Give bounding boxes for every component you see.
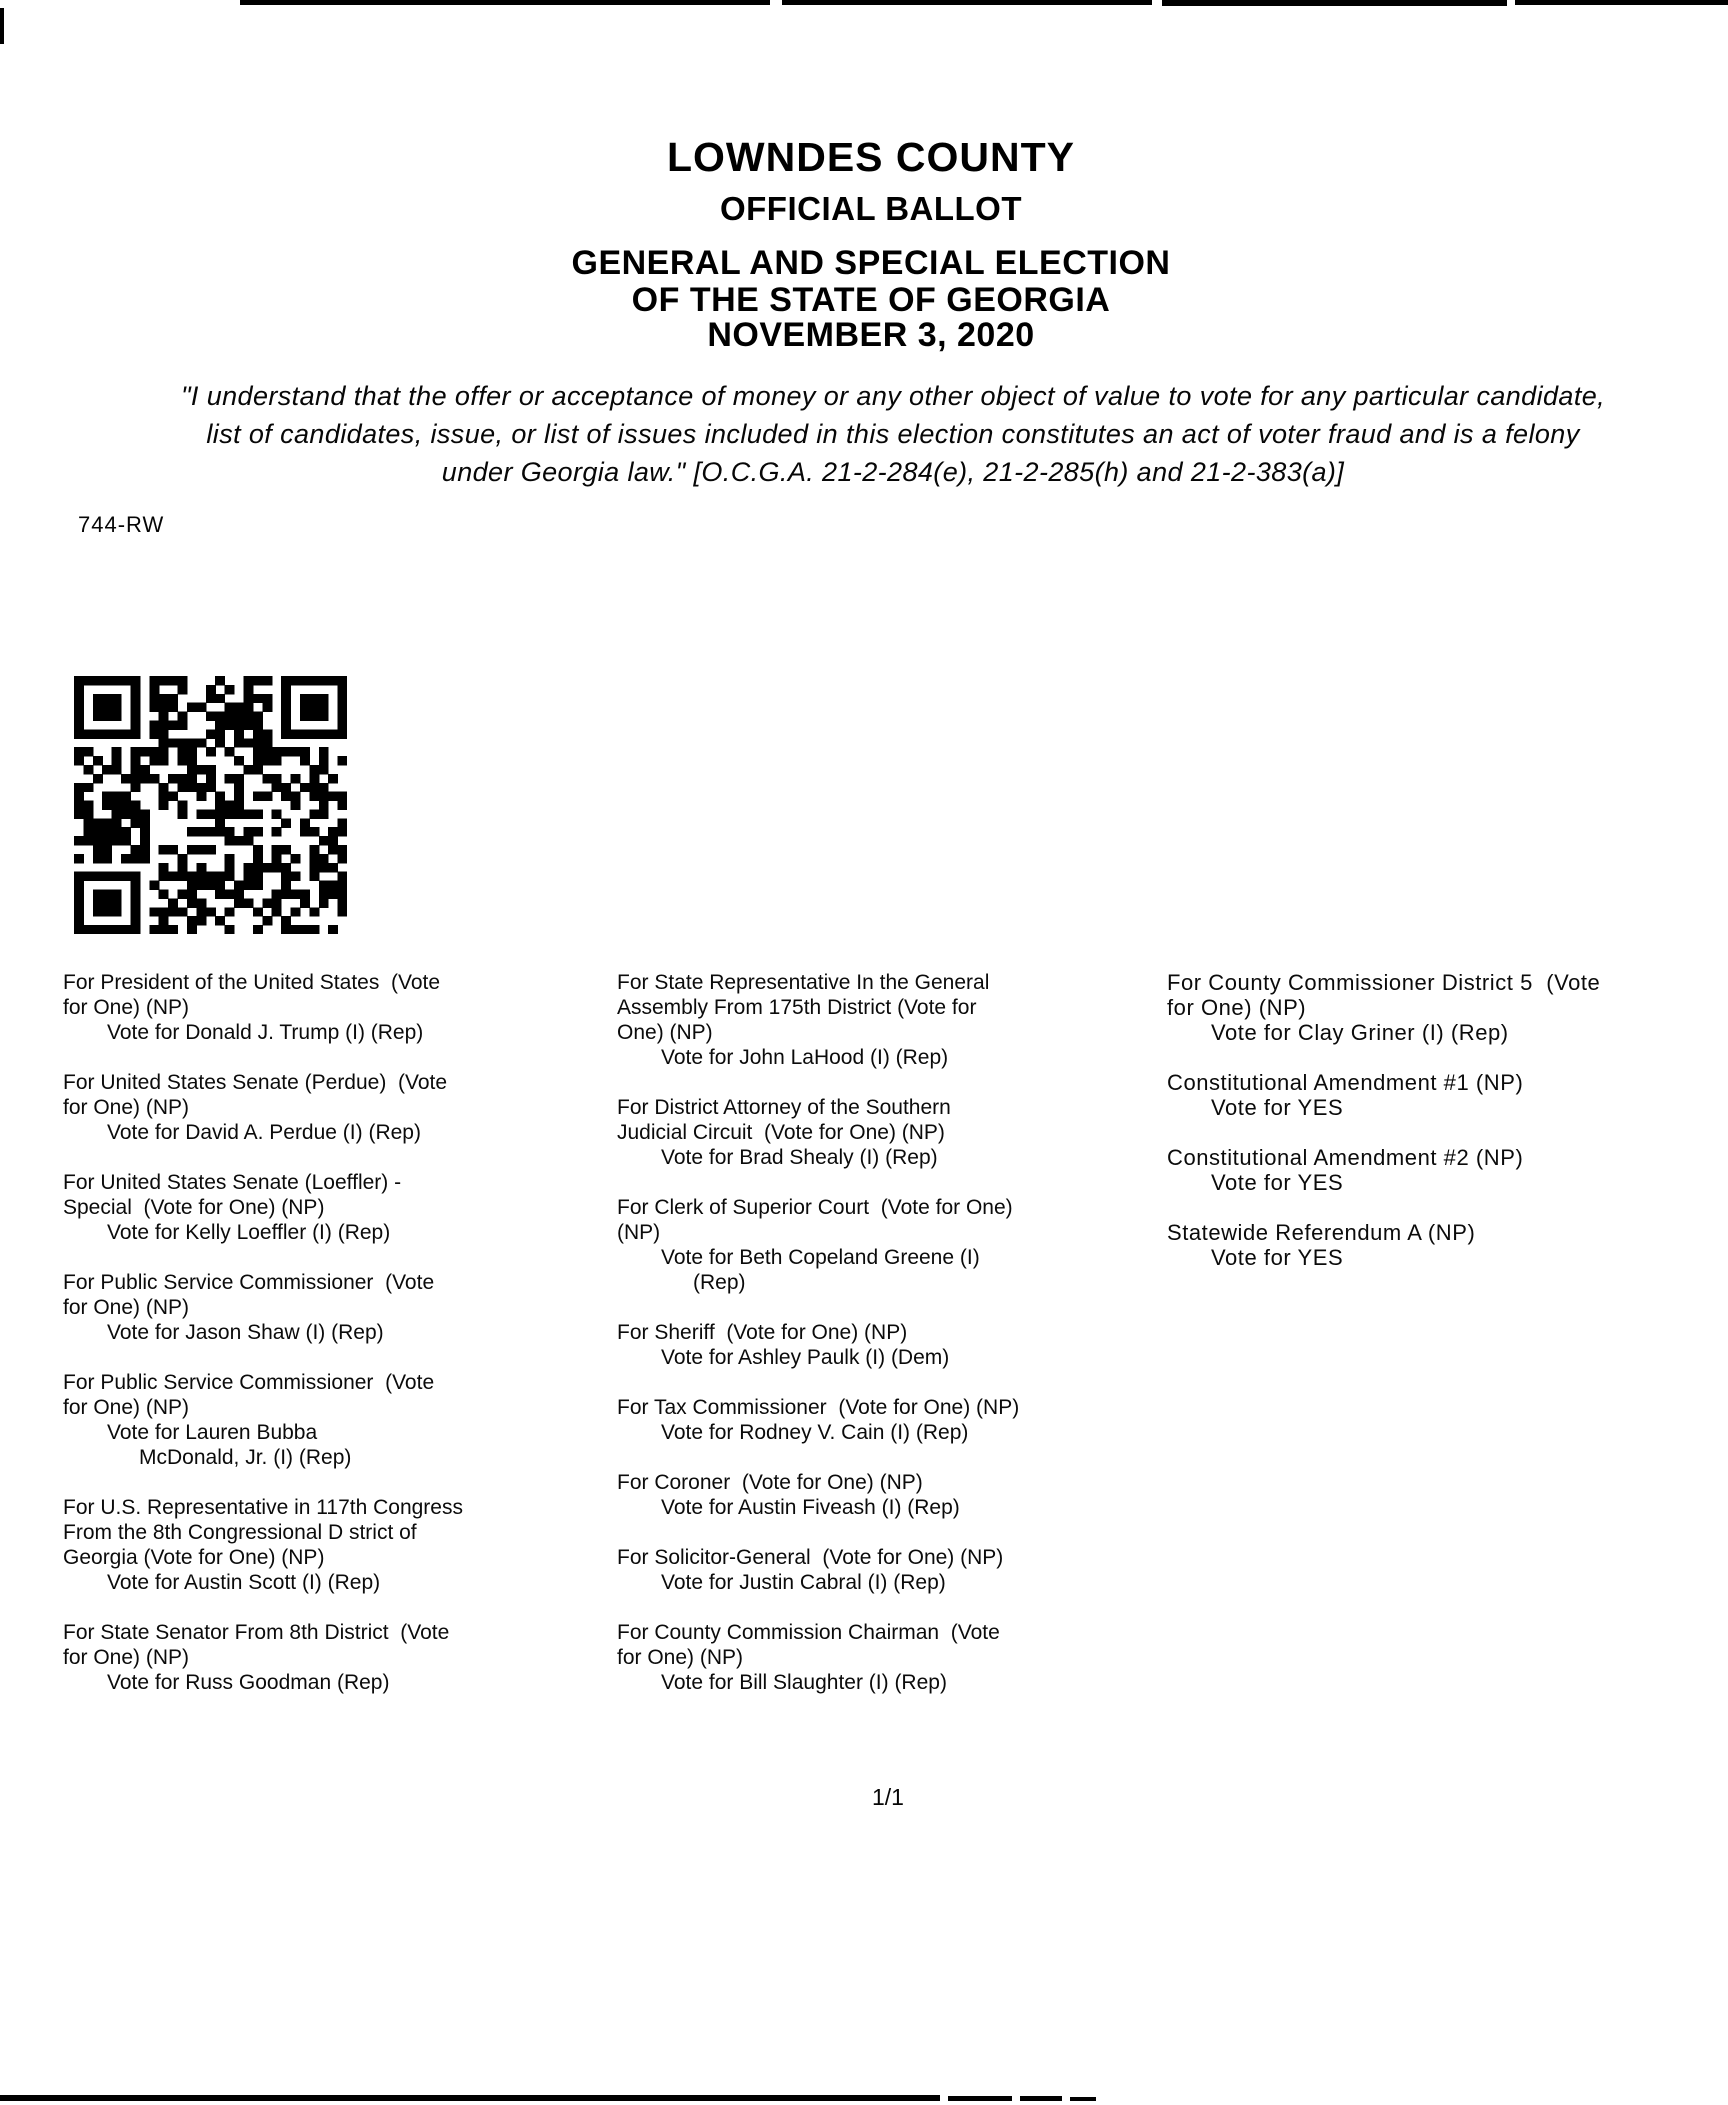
contest-heading-line: for One) (NP) <box>63 996 190 1019</box>
vote-selection-line: Vote for YES <box>1211 1245 1344 1270</box>
vote-selection-line: Vote for Beth Copeland Greene (I) <box>661 1246 980 1269</box>
contest-heading-line: Georgia (Vote for One) (NP) <box>63 1546 325 1569</box>
scan-mark-left <box>0 8 4 44</box>
vote-selection-line: Vote for Justin Cabral (I) (Rep) <box>661 1571 946 1594</box>
contest-section <box>617 1395 1019 1445</box>
contest-heading-line: for One) (NP) <box>63 1296 190 1319</box>
contest-column-3 <box>1167 970 1600 1295</box>
contest-heading-line: For County Commission Chairman (Vote <box>617 1621 1000 1644</box>
scan-mark-bottom <box>1020 2096 1062 2101</box>
contest-section <box>1167 1070 1600 1120</box>
election-title-line2: OF THE STATE OF GEORGIA <box>631 281 1111 319</box>
election-date: NOVEMBER 3, 2020 <box>707 316 1035 354</box>
contest-heading-line: Constitutional Amendment #2 (NP) <box>1167 1145 1524 1170</box>
contest-heading-line: For Coroner (Vote for One) (NP) <box>617 1471 923 1494</box>
vote-selection-line: Vote for Austin Fiveash (I) (Rep) <box>661 1496 960 1519</box>
vote-selection-line: Vote for John LaHood (I) (Rep) <box>661 1046 949 1069</box>
contest-section <box>1167 970 1600 1045</box>
contest-section <box>617 1470 1019 1520</box>
vote-selection-line: Vote for Brad Shealy (I) (Rep) <box>661 1146 938 1169</box>
vote-selection-line: Vote for Russ Goodman (Rep) <box>107 1671 390 1694</box>
ballot-style-code: 744-RW <box>78 512 165 537</box>
vote-selection-line: Vote for David A. Perdue (I) (Rep) <box>107 1121 421 1144</box>
contest-heading-line: for One) (NP) <box>63 1396 190 1419</box>
contest-heading-line: For United States Senate (Perdue) (Vote <box>63 1071 448 1094</box>
contest-heading-line: For United States Senate (Loeffler) - <box>63 1171 402 1194</box>
contest-heading-line: For Sheriff (Vote for One) (NP) <box>617 1321 908 1344</box>
contest-section <box>617 970 1019 1070</box>
contest-heading-line: Special (Vote for One) (NP) <box>63 1196 325 1219</box>
scan-mark-top <box>1515 0 1728 5</box>
contest-section <box>63 1170 463 1245</box>
contest-section <box>63 970 463 1045</box>
contest-section <box>617 1095 1019 1170</box>
contest-heading-line: For Clerk of Superior Court (Vote for One) <box>617 1196 1013 1219</box>
vote-selection-line: Vote for Rodney V. Cain (I) (Rep) <box>661 1421 969 1444</box>
contest-heading-line: (NP) <box>617 1221 661 1244</box>
contest-section <box>63 1495 463 1595</box>
qr-code <box>74 676 347 934</box>
contest-heading-line: For President of the United States (Vote <box>63 971 441 994</box>
contest-heading-line: Constitutional Amendment #1 (NP) <box>1167 1070 1524 1095</box>
contest-column-2 <box>617 970 1019 1720</box>
contest-section <box>617 1195 1019 1295</box>
contest-heading-line: Assembly From 175th District (Vote for <box>617 996 977 1019</box>
contest-section <box>63 1620 463 1695</box>
contest-heading-line: For Public Service Commissioner (Vote <box>63 1271 435 1294</box>
contest-section <box>63 1270 463 1345</box>
vote-selection-line: Vote for Kelly Loeffler (I) (Rep) <box>107 1221 391 1244</box>
contest-heading-line: For County Commissioner District 5 (Vote <box>1167 970 1601 995</box>
scan-mark-top <box>240 0 770 5</box>
contest-heading-line: For District Attorney of the Southern <box>617 1096 951 1119</box>
vote-selection-line: (Rep) <box>693 1271 746 1294</box>
fraud-disclaimer-line3: under Georgia law." [O.C.G.A. 21-2-284(e), 21-2-285(h) and 21-2-383(a)] <box>441 457 1345 487</box>
contest-heading-line: for One) (NP) <box>63 1096 190 1119</box>
vote-selection-line: Vote for Clay Griner (I) (Rep) <box>1211 1020 1509 1045</box>
contest-heading-line: For State Representative In the General <box>617 971 990 994</box>
contest-section <box>617 1620 1019 1695</box>
contest-section <box>617 1545 1019 1595</box>
contest-heading-line: For Solicitor-General (Vote for One) (NP) <box>617 1546 1004 1569</box>
contest-heading-line: Statewide Referendum A (NP) <box>1167 1220 1476 1245</box>
vote-selection-line: Vote for Ashley Paulk (I) (Dem) <box>661 1346 950 1369</box>
vote-selection-line: Vote for Jason Shaw (I) (Rep) <box>107 1321 384 1344</box>
vote-selection-line: Vote for Lauren Bubba <box>107 1421 318 1444</box>
county-title: LOWNDES COUNTY <box>666 134 1076 180</box>
vote-selection-line: Vote for Austin Scott (I) (Rep) <box>107 1571 381 1594</box>
fraud-disclaimer-line1: "I understand that the offer or acceptance of money or any other object of value to vote for any particular candidate, <box>180 381 1606 411</box>
ballot-type-title: OFFICIAL BALLOT <box>719 190 1023 227</box>
contest-heading-line: For State Senator From 8th District (Vote <box>63 1621 450 1644</box>
election-title-line1: GENERAL AND SPECIAL ELECTION <box>571 244 1171 282</box>
contest-heading-line: For U.S. Representative in 117th Congress <box>63 1496 463 1519</box>
fraud-disclaimer-line2: list of candidates, issue, or list of issues included in this election constitutes an act of voter fraud and is a felony <box>206 419 1580 449</box>
page-number: 1/1 <box>872 1784 904 1810</box>
contest-heading-line: Judicial Circuit (Vote for One) (NP) <box>617 1121 945 1144</box>
vote-selection-line: McDonald, Jr. (I) (Rep) <box>139 1446 352 1469</box>
contest-section <box>1167 1220 1600 1270</box>
scan-mark-bottom <box>0 2095 940 2101</box>
scan-mark-bottom <box>1070 2097 1096 2101</box>
scan-mark-bottom <box>948 2096 1012 2101</box>
vote-selection-line: Vote for YES <box>1211 1170 1344 1195</box>
contest-heading-line: for One) (NP) <box>1167 995 1307 1020</box>
contest-heading-line: From the 8th Congressional D strict of <box>63 1521 417 1544</box>
contest-heading-line: for One) (NP) <box>617 1646 744 1669</box>
contest-column-1 <box>63 970 463 1720</box>
vote-selection-line: Vote for Donald J. Trump (I) (Rep) <box>107 1021 424 1044</box>
scan-mark-top <box>1162 0 1507 6</box>
contest-heading-line: For Tax Commissioner (Vote for One) (NP) <box>617 1396 1020 1419</box>
contest-section <box>1167 1145 1600 1195</box>
vote-selection-line: Vote for YES <box>1211 1095 1344 1120</box>
contest-heading-line: for One) (NP) <box>63 1646 190 1669</box>
contest-heading-line: For Public Service Commissioner (Vote <box>63 1371 435 1394</box>
scan-mark-top <box>782 0 1152 5</box>
contest-section <box>63 1070 463 1145</box>
contest-section <box>617 1320 1019 1370</box>
contest-heading-line: One) (NP) <box>617 1021 713 1044</box>
contest-section <box>63 1370 463 1470</box>
vote-selection-line: Vote for Bill Slaughter (I) (Rep) <box>661 1671 947 1694</box>
